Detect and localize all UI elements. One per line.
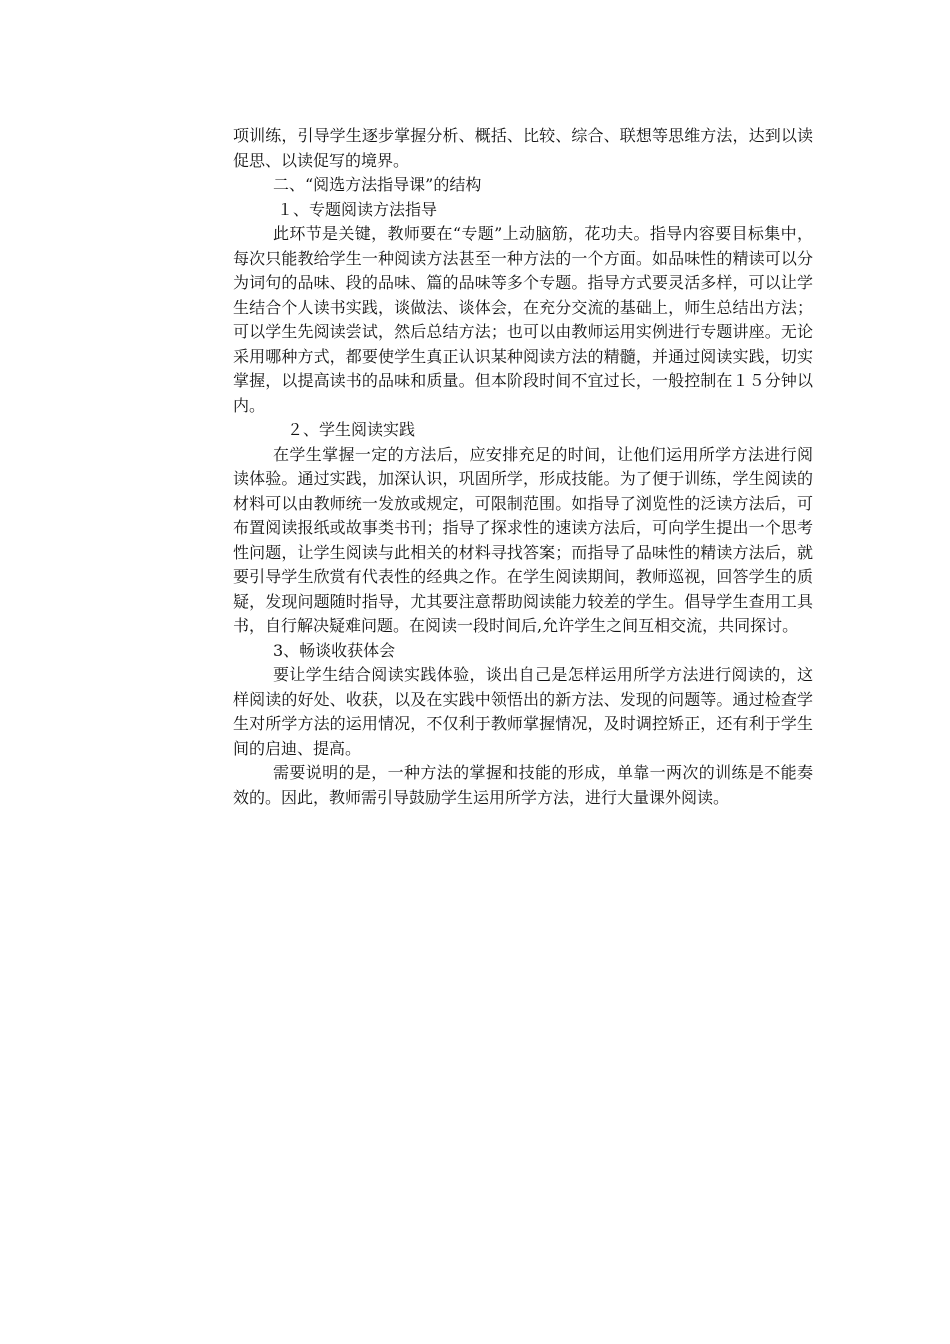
continued-paragraph: 项训练，引导学生逐步掌握分析、概括、比较、综合、联想等思维方法，达到以读促思、以读促写的境界。: [233, 126, 813, 170]
paragraph-sharing-gains: 要让学生结合阅读实践体验，谈出自己是怎样运用所学方法进行阅读的，这样阅读的好处、收获，以及在实践中领悟出的新方法、发现的问题等。通过检查学生对所学方法的运用情况，不仅利于教师掌握情况，及时调控矫正，还有利于学生间的启迪、提高。: [233, 665, 813, 758]
subheading-topic-guidance: １、专题阅读方法指导: [277, 199, 438, 219]
paragraph-topic-guidance: 此环节是关键，教师要在“专题”上动脑筋，花功夫。指导内容要目标集中，每次只能教给学生一种阅读方法甚至一种方法的一个方面。如品味性的精读可以分为词句的品味、段的品味、篇的品味等多个专题。指导方式要灵活多样，可以让学生结合个人读书实践，谈做法、谈体会，在充分交流的基础上，师生总结出方法；可以学生先阅读尝试，然后总结方法；也可以由教师运用实例进行专题讲座。无论采用哪种方式，都要使学生真正认识某种阅读方法的精髓，并通过阅读实践，切实掌握，以提高读书的品味和质量。但本阶段时间不宜过长，一般控制在１５分钟以内。: [233, 224, 813, 415]
paragraph-closing-note: 需要说明的是，一种方法的掌握和技能的形成，单靠一两次的训练是不能奏效的。因此，教师需引导鼓励学生运用所学方法，进行大量课外阅读。: [233, 763, 813, 807]
document-body: [233, 124, 813, 810]
subheading-reading-practice: ２、学生阅读实践: [287, 420, 416, 439]
paragraph-reading-practice: 在学生掌握一定的方法后，应安排充足的时间，让他们运用所学方法进行阅读体验。通过实践，加深认识，巩固所学，形成技能。为了便于训练，学生阅读的材料可以由教师统一发放或规定，可限制范围。如指导了浏览性的泛读方法后，可布置阅读报纸或故事类书刊；指导了探求性的速读方法后，可向学生提出一个思考性问题，让学生阅读与此相关的材料寻找答案；而指导了品味性的精读方法后，就要引导学生欣赏有代表性的经典之作。在学生阅读期间，教师巡视，回答学生的质疑，发现问题随时指导，尤其要注意帮助阅读能力较差的学生。倡导学生查用工具书，自行解决疑难问题。在阅读一段时间后,允许学生之间互相交流，共同探讨。: [233, 444, 813, 635]
section-heading-structure: 二、“阅选方法指导课”的结构: [273, 175, 482, 194]
subheading-sharing-gains: 3、畅谈收获体会: [273, 640, 396, 660]
